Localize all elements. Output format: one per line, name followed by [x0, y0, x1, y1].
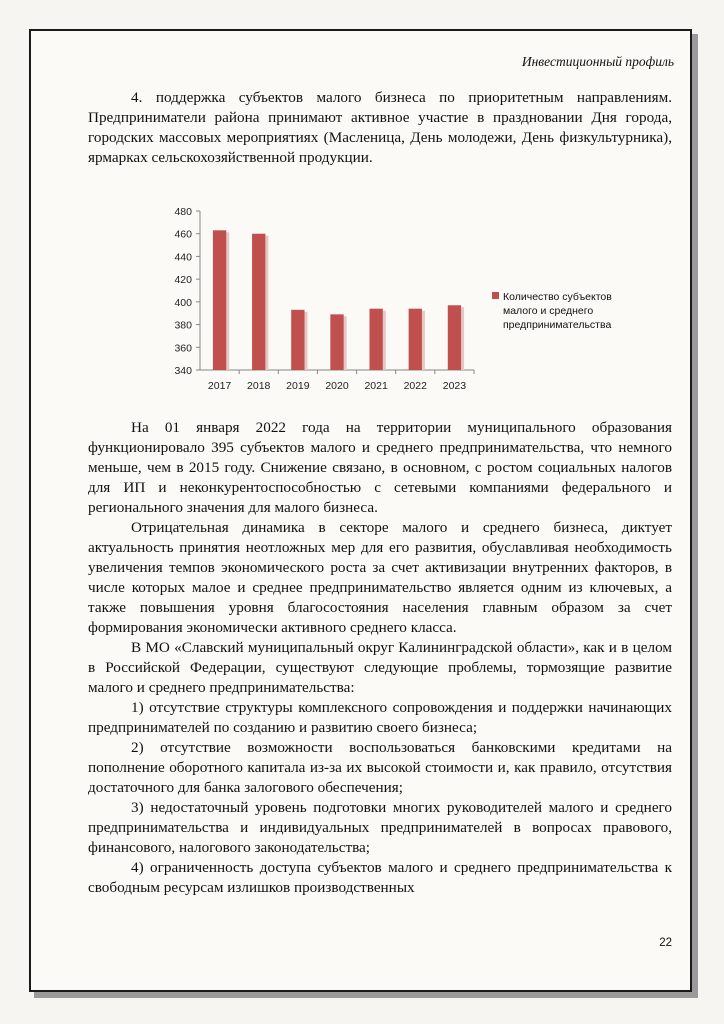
x-axis-ticks [208, 370, 474, 392]
y-tick-label: 480 [174, 206, 192, 218]
x-tick-label-2022: 2022 [403, 380, 427, 392]
paragraph-problem-2: 2) отсутствие возможности воспользоваться банковскими кредитами на пополнение оборотного капитала из-за их высокой стоимости и, как правило, отсутствия достаточного для банка залогового обеспечения; [88, 739, 672, 796]
body-block [88, 418, 672, 898]
x-tick-label-2018: 2018 [247, 380, 271, 392]
bar-2019 [291, 310, 304, 370]
paragraph-problem-1: 1) отсутствие структуры комплексного сопровождения и поддержки начинающих предпринимателей по созданию и развитию своего бизнеса; [88, 699, 672, 736]
x-tick-label-2017: 2017 [207, 380, 232, 392]
paragraph-problem-3: 3) недостаточный уровень подготовки многих руководителей малого и среднего предпринимательства и индивидуальных предпринимателей в вопросах правового, финансового, налогового законодательства; [88, 799, 672, 856]
running-header: Инвестиционный профиль [521, 54, 674, 69]
bar-2021 [369, 309, 382, 370]
page-number: 22 [659, 937, 672, 949]
y-tick-label: 420 [174, 274, 192, 287]
paragraph-negative-dynamics: Отрицательная динамика в секторе малого и среднего бизнеса, диктует актуальность принятия неотложных мер для его развития, обуславливая необходимость увеличения темпов экономического роста за счет активизации внутренних факторов, в числе которых малое и среднее предпринимательство является одним из ключевых, а также повышения уровня благосостояния населения главным образом за счет формирования экономически активного среднего класса. [88, 519, 672, 636]
y-tick-label: 460 [174, 228, 192, 241]
bars-group [213, 230, 464, 370]
bar-2020 [330, 314, 343, 370]
x-tick-label-2023: 2023 [442, 380, 467, 392]
paragraph-problems-intro: В МО «Славский муниципальный округ Калининградской области», как и в целом в Российской Федерации, существуют следующие проблемы, тормозящие развитие малого и среднего предпринимательства: [88, 639, 672, 696]
paragraph-sme-count: На 01 января 2022 года на территории муниципального образования функционировало 395 субъектов малого и среднего предпринимательства, что немного меньше, чем в 2015 году. Снижение связано, в основном, с ростом социальных налогов для ИП и неконкурентоспособностью с сетевыми компаниями федерального и регионального значения для малого бизнеса. [88, 419, 672, 516]
legend-line-2: малого и среднего [503, 305, 594, 317]
bar-2017 [213, 230, 226, 370]
legend-line-1: Количество субъектов [503, 291, 612, 303]
bar-2018 [252, 234, 265, 370]
x-tick-label-2021: 2021 [364, 380, 388, 392]
x-tick-label-2019: 2019 [286, 380, 310, 392]
chart-legend [492, 290, 627, 332]
x-tick-label-2020: 2020 [325, 380, 349, 392]
legend-swatch [492, 292, 499, 299]
y-tick-label: 340 [174, 365, 192, 377]
y-tick-label: 380 [174, 319, 192, 332]
y-tick-label: 440 [174, 251, 192, 264]
y-tick-label: 400 [174, 296, 192, 309]
bar-2022 [409, 309, 422, 370]
y-tick-label: 360 [174, 342, 192, 355]
intro-block [88, 88, 672, 168]
bar-2023 [448, 305, 461, 370]
legend-line-3: предпринимательства [503, 319, 612, 331]
y-axis-ticks [174, 206, 200, 377]
paragraph-support-item-4: 4. поддержка субъектов малого бизнеса по приоритетным направлениям. Предприниматели района принимают активное участие в праздновании Дня города, городских массовых мероприятиях (Масленица, День молодежи, День физкультурника), ярмарках сельскохозяйственной продукции. [88, 89, 672, 166]
paragraph-problem-4: 4) ограниченность доступа субъектов малого и среднего предпринимательства к свободным ресурсам излишков производственных [88, 859, 672, 896]
